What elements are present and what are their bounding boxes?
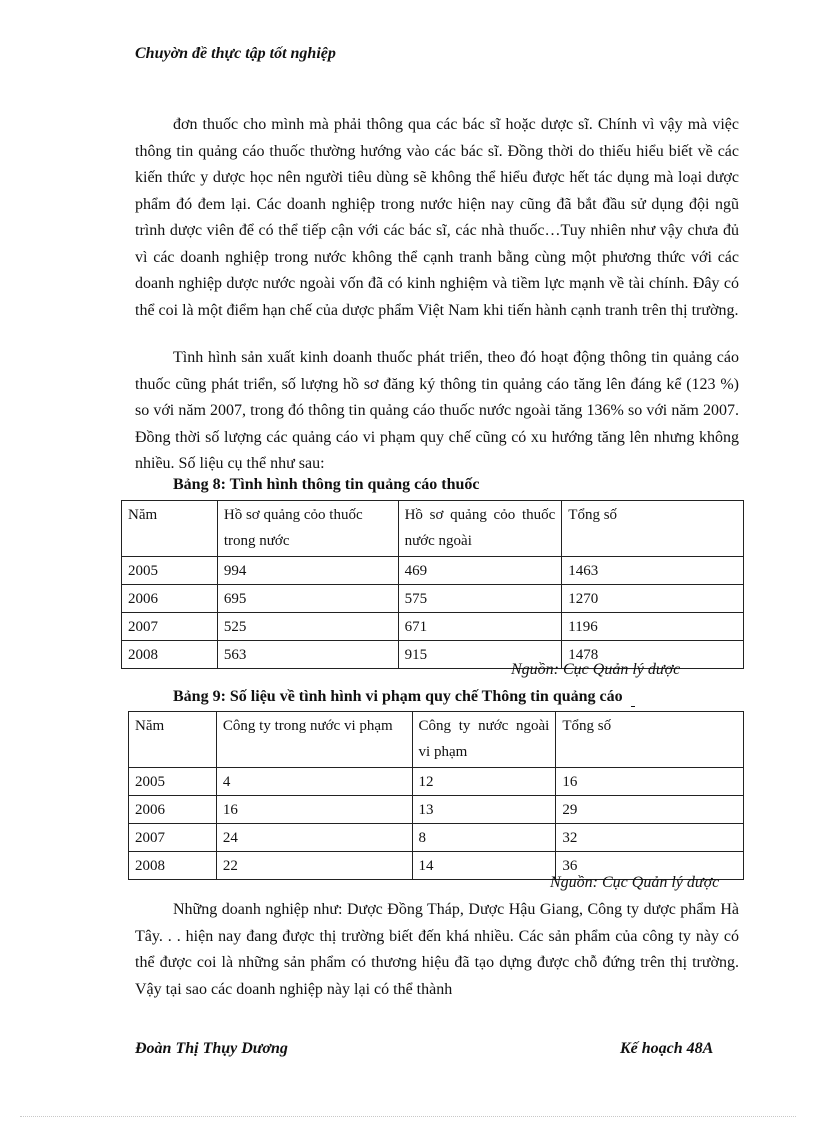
table-9-header-total: Tổng số: [556, 712, 744, 768]
table-row: [122, 585, 744, 613]
table-9-caption: [173, 688, 635, 707]
caption-mark-decoration: [631, 706, 635, 707]
table-8-caption: Bảng 8: Tình hình thông tin quảng cáo thuốc: [173, 476, 480, 493]
footer-class: Kế hoạch 48A: [620, 1040, 714, 1057]
table-9-header-year: Năm: [129, 712, 217, 768]
table-row: [129, 768, 744, 796]
table-cell: 671: [398, 613, 562, 641]
table-cell: 32: [556, 824, 744, 852]
table-cell: 14: [412, 852, 556, 880]
table-cell: 22: [216, 852, 412, 880]
body-paragraph-1: đơn thuốc cho mình mà phải thông qua các bác sĩ hoặc dược sĩ. Chính vì vậy mà việc thông tin quảng cáo thuốc thường hướng vào các bác sĩ. Đồng thời do thiếu hiểu biết về các kiến thức y dược học nên người tiêu dùng sẽ không thể hiểu được hết tác dụng mà loại dược phẩm đó đem lại. Các doanh nghiệp trong nước hiện nay cũng đã bắt đầu sử dụng đội ngũ trình dược viên để có thể tiếp cận với các bác sĩ, các nhà thuốc…Tuy nhiên như vậy chưa đủ vì các doanh nghiệp trong nước không thể cạnh tranh bằng cùng một phương thức với các doanh nghiệp dược nước ngoài vốn đã có kinh nghiệm và tiềm lực mạnh về tài chính. Đây có thể coi là một điểm hạn chế của dược phẩm Việt Nam khi tiến hành cạnh tranh trên thị trường.: [135, 116, 739, 319]
table-8: [121, 500, 744, 669]
table-cell: 2006: [122, 585, 218, 613]
table-cell: 8: [412, 824, 556, 852]
table-cell: 994: [217, 557, 398, 585]
table-8-header-total: Tổng số: [562, 501, 744, 557]
table-cell: 469: [398, 557, 562, 585]
table-9-header-domestic: Công ty trong nước vi phạm: [216, 712, 412, 768]
table-cell: 915: [398, 641, 562, 669]
table-cell: 2005: [122, 557, 218, 585]
page-bottom-divider: [20, 1116, 796, 1117]
table-cell: 695: [217, 585, 398, 613]
table-8-header-year: Năm: [122, 501, 218, 557]
table-cell: 575: [398, 585, 562, 613]
table-row: [122, 557, 744, 585]
table-cell: 2006: [129, 796, 217, 824]
table-8-header-row: [122, 501, 744, 557]
table-row: [129, 796, 744, 824]
table-cell: 2007: [122, 613, 218, 641]
table-cell: 29: [556, 796, 744, 824]
table-9-header-row: [129, 712, 744, 768]
table-cell: 13: [412, 796, 556, 824]
table-9-source: Nguồn: Cục Quản lý dược: [550, 874, 720, 891]
footer-author: Đoàn Thị Thụy Dương: [135, 1040, 288, 1057]
table-8-header-foreign: Hồ sơ quảng cỏo thuốc nước ngoài: [398, 501, 562, 557]
table-9-header-foreign: Công ty nước ngoài vi phạm: [412, 712, 556, 768]
table-8-header-domestic: Hồ sơ quảng cỏo thuốc trong nước: [217, 501, 398, 557]
table-row: [122, 613, 744, 641]
table-9: [128, 711, 744, 880]
table-cell: 1196: [562, 613, 744, 641]
page-header-title: Chuyờn đề thực tập tốt nghiệp: [135, 45, 336, 62]
table-cell: 1463: [562, 557, 744, 585]
table-cell: 563: [217, 641, 398, 669]
table-cell: 2007: [129, 824, 217, 852]
table-row: [129, 824, 744, 852]
table-cell: 12: [412, 768, 556, 796]
table-cell: 16: [216, 796, 412, 824]
body-paragraph-3: Những doanh nghiệp như: Dược Đồng Tháp, Dược Hậu Giang, Công ty dược phẩm Hà Tây. . . hiện nay đang được thị trường biết đến khá nhiều. Các sản phẩm của công ty này có thể được coi là những sản phẩm có thương hiệu đã tạo dựng được chỗ đứng trên thị trường. Vậy tại sao các doanh nghiệp này lại có thể thành: [135, 901, 739, 998]
table-cell: 525: [217, 613, 398, 641]
table-cell: 2005: [129, 768, 217, 796]
table-cell: 16: [556, 768, 744, 796]
table-cell: 1478: [562, 641, 744, 669]
table-8-source: Nguồn: Cục Quản lý dược: [511, 661, 681, 678]
body-paragraph-2: Tình hình sản xuất kinh doanh thuốc phát triển, theo đó hoạt động thông tin quảng cáo thuốc cũng phát triển, số lượng hồ sơ đăng ký thông tin quảng cáo tăng lên đáng kể (123 %) so với năm 2007, trong đó thông tin quảng cáo thuốc nước ngoài tăng 136% so với năm 2007. Đồng thời số lượng các quảng cáo vi phạm quy chế cũng có xu hướng tăng lên nhưng không nhiều. Số liệu cụ thể như sau:: [135, 349, 739, 472]
table-cell: 2008: [129, 852, 217, 880]
table-cell: 2008: [122, 641, 218, 669]
table-cell: 24: [216, 824, 412, 852]
table-cell: 4: [216, 768, 412, 796]
table-cell: 1270: [562, 585, 744, 613]
table-cell: 36: [556, 852, 744, 880]
table-9-caption-text: Bảng 9: Số liệu về tình hình vi phạm quy chế Thông tin quảng cáo: [173, 688, 623, 705]
